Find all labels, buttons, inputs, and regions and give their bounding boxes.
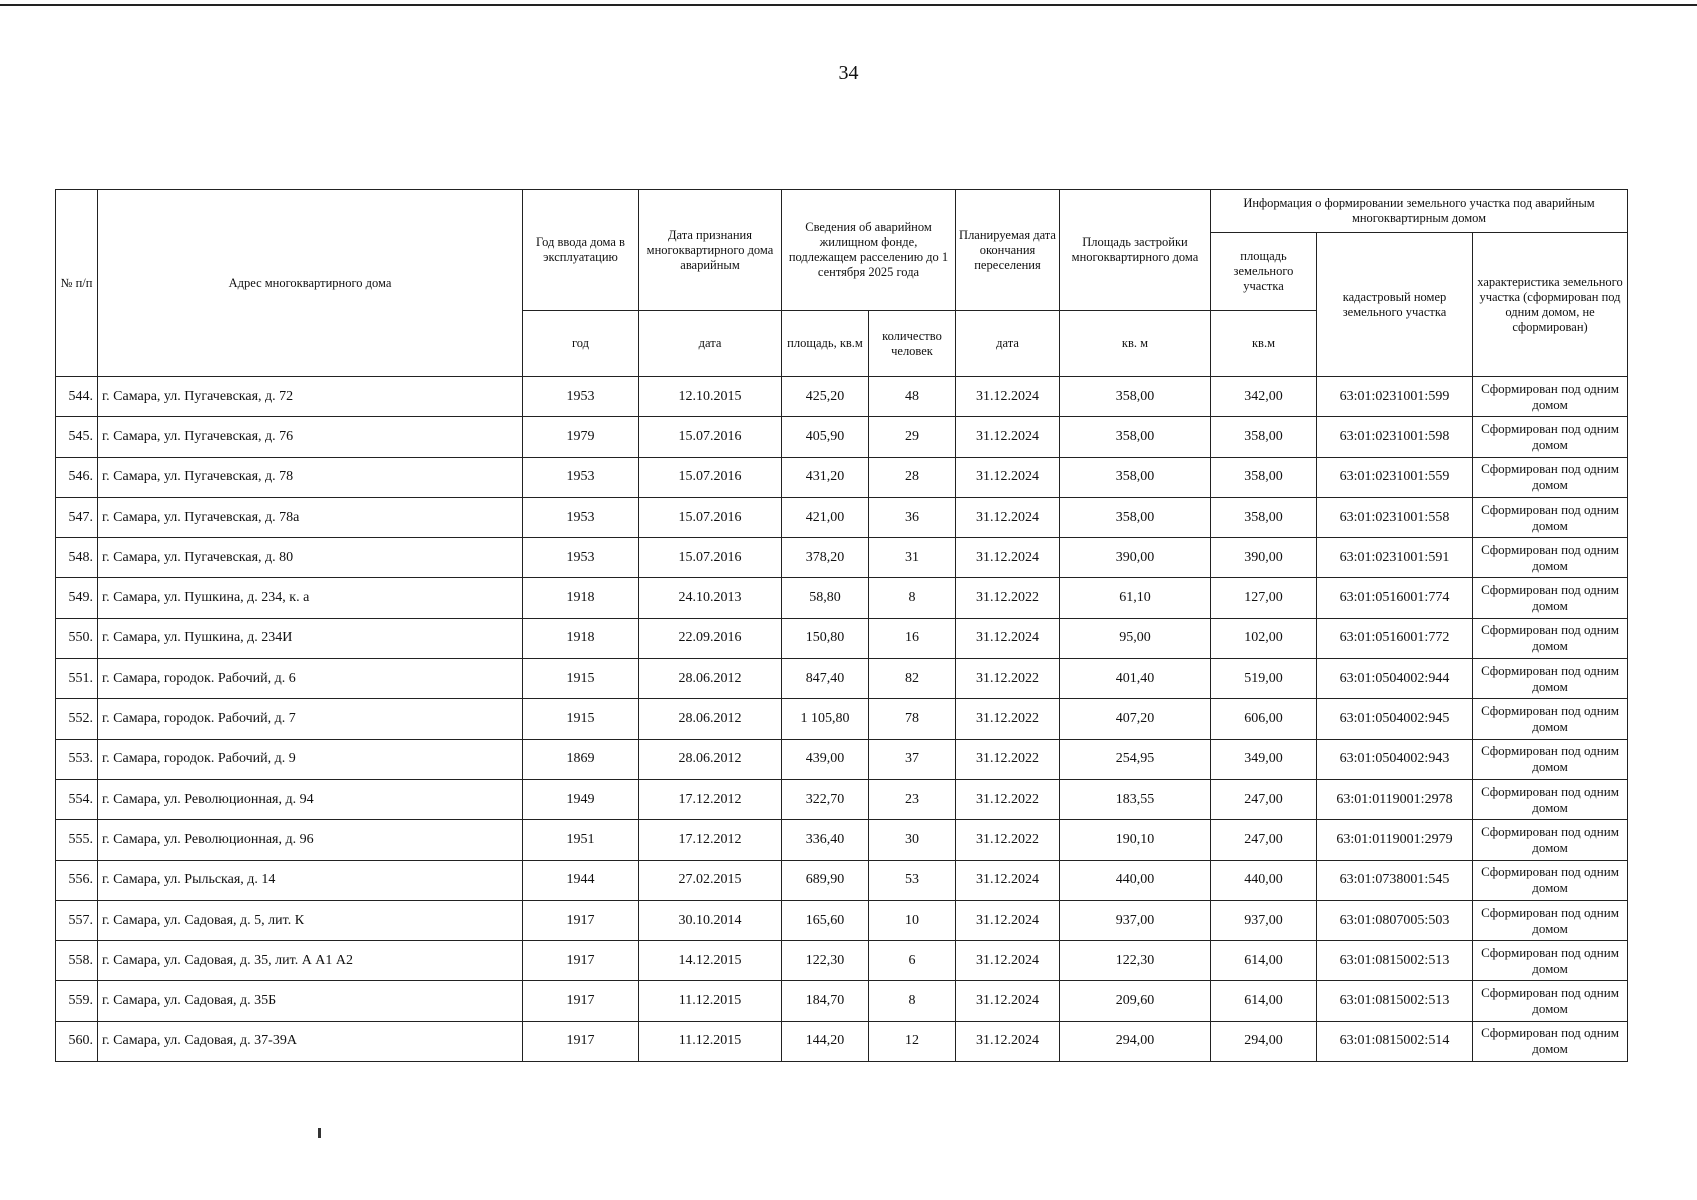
header-unit-date: дата xyxy=(639,311,782,377)
land-area-cell: 390,00 xyxy=(1211,538,1317,578)
people-cell: 78 xyxy=(869,699,956,739)
date-cell: 22.09.2016 xyxy=(639,618,782,658)
land-char-cell: Сформирован под одним домом xyxy=(1473,779,1628,819)
people-cell: 16 xyxy=(869,618,956,658)
date-cell: 15.07.2016 xyxy=(639,497,782,537)
land-area-cell: 358,00 xyxy=(1211,417,1317,457)
year-cell: 1949 xyxy=(523,779,639,819)
land-area-cell: 606,00 xyxy=(1211,699,1317,739)
table-row xyxy=(56,981,1628,1021)
area-cell: 405,90 xyxy=(782,417,869,457)
year-cell: 1953 xyxy=(523,457,639,497)
year-cell: 1979 xyxy=(523,417,639,457)
table-row xyxy=(56,779,1628,819)
date-cell: 11.12.2015 xyxy=(639,1021,782,1061)
end-date-cell: 31.12.2024 xyxy=(956,900,1060,940)
cadastral-cell: 63:01:0815002:514 xyxy=(1317,1021,1473,1061)
end-date-cell: 31.12.2024 xyxy=(956,377,1060,417)
area-cell: 336,40 xyxy=(782,820,869,860)
end-date-cell: 31.12.2024 xyxy=(956,981,1060,1021)
area-cell: 689,90 xyxy=(782,860,869,900)
building-area-cell: 407,20 xyxy=(1060,699,1211,739)
land-area-cell: 358,00 xyxy=(1211,497,1317,537)
area-cell: 150,80 xyxy=(782,618,869,658)
land-char-cell: Сформирован под одним домом xyxy=(1473,457,1628,497)
page-number: 34 xyxy=(838,62,859,84)
address-cell: г. Самара, городок. Рабочий, д. 7 xyxy=(98,699,523,739)
header-unit-kvm: кв. м xyxy=(1060,311,1211,377)
area-cell: 165,60 xyxy=(782,900,869,940)
header-land-info: Информация о формировании земельного участка под аварийным многоквартирным домом xyxy=(1211,190,1628,233)
people-cell: 31 xyxy=(869,538,956,578)
year-cell: 1951 xyxy=(523,820,639,860)
area-cell: 322,70 xyxy=(782,779,869,819)
area-cell: 122,30 xyxy=(782,941,869,981)
row-number: 548. xyxy=(56,538,98,578)
address-cell: г. Самара, ул. Садовая, д. 5, лит. К xyxy=(98,900,523,940)
address-cell: г. Самара, ул. Садовая, д. 35Б xyxy=(98,981,523,1021)
end-date-cell: 31.12.2024 xyxy=(956,538,1060,578)
address-cell: г. Самара, городок. Рабочий, д. 9 xyxy=(98,739,523,779)
address-cell: г. Самара, ул. Пушкина, д. 234, к. а xyxy=(98,578,523,618)
people-cell: 29 xyxy=(869,417,956,457)
table-body xyxy=(56,377,1628,1062)
end-date-cell: 31.12.2022 xyxy=(956,578,1060,618)
end-date-cell: 31.12.2022 xyxy=(956,699,1060,739)
people-cell: 53 xyxy=(869,860,956,900)
building-area-cell: 358,00 xyxy=(1060,497,1211,537)
row-number: 559. xyxy=(56,981,98,1021)
address-cell: г. Самара, ул. Пугачевская, д. 72 xyxy=(98,377,523,417)
date-cell: 17.12.2012 xyxy=(639,820,782,860)
end-date-cell: 31.12.2022 xyxy=(956,779,1060,819)
land-char-cell: Сформирован под одним домом xyxy=(1473,538,1628,578)
building-area-cell: 358,00 xyxy=(1060,417,1211,457)
year-cell: 1953 xyxy=(523,538,639,578)
year-cell: 1953 xyxy=(523,497,639,537)
land-char-cell: Сформирован под одним домом xyxy=(1473,900,1628,940)
header-cadastral: кадастровый номер земельного участка xyxy=(1317,233,1473,377)
date-cell: 17.12.2012 xyxy=(639,779,782,819)
building-area-cell: 294,00 xyxy=(1060,1021,1211,1061)
cadastral-cell: 63:01:0504002:943 xyxy=(1317,739,1473,779)
address-cell: г. Самара, ул. Пугачевская, д. 78 xyxy=(98,457,523,497)
row-number: 546. xyxy=(56,457,98,497)
year-cell: 1918 xyxy=(523,578,639,618)
land-char-cell: Сформирован под одним домом xyxy=(1473,941,1628,981)
building-area-cell: 95,00 xyxy=(1060,618,1211,658)
date-cell: 30.10.2014 xyxy=(639,900,782,940)
date-cell: 28.06.2012 xyxy=(639,699,782,739)
land-area-cell: 614,00 xyxy=(1211,981,1317,1021)
people-cell: 37 xyxy=(869,739,956,779)
land-area-cell: 440,00 xyxy=(1211,860,1317,900)
land-char-cell: Сформирован под одним домом xyxy=(1473,417,1628,457)
land-area-cell: 294,00 xyxy=(1211,1021,1317,1061)
table-row xyxy=(56,860,1628,900)
header-year: Год ввода дома в эксплуатацию xyxy=(523,190,639,311)
header-land-area: площадь земельного участка xyxy=(1211,233,1317,311)
people-cell: 12 xyxy=(869,1021,956,1061)
row-number: 545. xyxy=(56,417,98,457)
header-land-char: характеристика земельного участка (сформирован под одним домом, не сформирован) xyxy=(1473,233,1628,377)
row-number: 550. xyxy=(56,618,98,658)
building-area-cell: 183,55 xyxy=(1060,779,1211,819)
year-cell: 1953 xyxy=(523,377,639,417)
date-cell: 15.07.2016 xyxy=(639,538,782,578)
date-cell: 15.07.2016 xyxy=(639,457,782,497)
cadastral-cell: 63:01:0231001:591 xyxy=(1317,538,1473,578)
date-cell: 11.12.2015 xyxy=(639,981,782,1021)
header-planned-end: Планируемая дата окончания переселения xyxy=(956,190,1060,311)
row-number: 544. xyxy=(56,377,98,417)
top-rule xyxy=(0,4,1697,6)
land-char-cell: Сформирован под одним домом xyxy=(1473,820,1628,860)
address-cell: г. Самара, ул. Рыльская, д. 14 xyxy=(98,860,523,900)
land-char-cell: Сформирован под одним домом xyxy=(1473,699,1628,739)
header-unit-year: год xyxy=(523,311,639,377)
table-row xyxy=(56,1021,1628,1061)
land-area-cell: 614,00 xyxy=(1211,941,1317,981)
end-date-cell: 31.12.2024 xyxy=(956,417,1060,457)
end-date-cell: 31.12.2022 xyxy=(956,739,1060,779)
cadastral-cell: 63:01:0807005:503 xyxy=(1317,900,1473,940)
table-row xyxy=(56,618,1628,658)
table-row xyxy=(56,820,1628,860)
land-char-cell: Сформирован под одним домом xyxy=(1473,377,1628,417)
row-number: 555. xyxy=(56,820,98,860)
end-date-cell: 31.12.2024 xyxy=(956,457,1060,497)
people-cell: 82 xyxy=(869,659,956,699)
header-num: № п/п xyxy=(56,190,98,377)
area-cell: 431,20 xyxy=(782,457,869,497)
building-area-cell: 440,00 xyxy=(1060,860,1211,900)
building-area-cell: 190,10 xyxy=(1060,820,1211,860)
land-area-cell: 519,00 xyxy=(1211,659,1317,699)
end-date-cell: 31.12.2022 xyxy=(956,659,1060,699)
row-number: 551. xyxy=(56,659,98,699)
header-unit-kvm2: кв.м xyxy=(1211,311,1317,377)
land-char-cell: Сформирован под одним домом xyxy=(1473,497,1628,537)
land-char-cell: Сформирован под одним домом xyxy=(1473,1021,1628,1061)
address-cell: г. Самара, ул. Садовая, д. 35, лит. А А1 А2 xyxy=(98,941,523,981)
end-date-cell: 31.12.2024 xyxy=(956,860,1060,900)
cadastral-cell: 63:01:0119001:2979 xyxy=(1317,820,1473,860)
emergency-housing-table xyxy=(55,189,1628,1062)
row-number: 549. xyxy=(56,578,98,618)
land-area-cell: 247,00 xyxy=(1211,779,1317,819)
address-cell: г. Самара, ул. Пугачевская, д. 80 xyxy=(98,538,523,578)
land-area-cell: 349,00 xyxy=(1211,739,1317,779)
year-cell: 1869 xyxy=(523,739,639,779)
building-area-cell: 390,00 xyxy=(1060,538,1211,578)
end-date-cell: 31.12.2024 xyxy=(956,941,1060,981)
people-cell: 23 xyxy=(869,779,956,819)
end-date-cell: 31.12.2024 xyxy=(956,497,1060,537)
cadastral-cell: 63:01:0231001:599 xyxy=(1317,377,1473,417)
cadastral-cell: 63:01:0815002:513 xyxy=(1317,941,1473,981)
row-number: 553. xyxy=(56,739,98,779)
address-cell: г. Самара, городок. Рабочий, д. 6 xyxy=(98,659,523,699)
area-cell: 1 105,80 xyxy=(782,699,869,739)
cadastral-cell: 63:01:0231001:598 xyxy=(1317,417,1473,457)
land-area-cell: 937,00 xyxy=(1211,900,1317,940)
table-row xyxy=(56,941,1628,981)
date-cell: 24.10.2013 xyxy=(639,578,782,618)
building-area-cell: 209,60 xyxy=(1060,981,1211,1021)
table-row xyxy=(56,377,1628,417)
land-area-cell: 342,00 xyxy=(1211,377,1317,417)
row-number: 557. xyxy=(56,900,98,940)
address-cell: г. Самара, ул. Революционная, д. 94 xyxy=(98,779,523,819)
cadastral-cell: 63:01:0516001:772 xyxy=(1317,618,1473,658)
land-area-cell: 127,00 xyxy=(1211,578,1317,618)
scan-mark xyxy=(318,1128,321,1138)
people-cell: 36 xyxy=(869,497,956,537)
cadastral-cell: 63:01:0504002:945 xyxy=(1317,699,1473,739)
table-row xyxy=(56,900,1628,940)
table-row xyxy=(56,457,1628,497)
cadastral-cell: 63:01:0119001:2978 xyxy=(1317,779,1473,819)
area-cell: 439,00 xyxy=(782,739,869,779)
date-cell: 14.12.2015 xyxy=(639,941,782,981)
year-cell: 1915 xyxy=(523,699,639,739)
header-unit-people: количество человек xyxy=(869,311,956,377)
header-building-area: Площадь застройки многоквартирного дома xyxy=(1060,190,1211,311)
header-date-recognized: Дата признания многоквартирного дома аварийным xyxy=(639,190,782,311)
address-cell: г. Самара, ул. Садовая, д. 37-39А xyxy=(98,1021,523,1061)
address-cell: г. Самара, ул. Революционная, д. 96 xyxy=(98,820,523,860)
row-number: 556. xyxy=(56,860,98,900)
date-cell: 28.06.2012 xyxy=(639,659,782,699)
header-unit-area: площадь, кв.м xyxy=(782,311,869,377)
table-header xyxy=(56,190,1628,377)
building-area-cell: 254,95 xyxy=(1060,739,1211,779)
land-char-cell: Сформирован под одним домом xyxy=(1473,981,1628,1021)
year-cell: 1917 xyxy=(523,981,639,1021)
table-row xyxy=(56,497,1628,537)
people-cell: 6 xyxy=(869,941,956,981)
people-cell: 28 xyxy=(869,457,956,497)
header-fund-info: Сведения об аварийном жилищном фонде, подлежащем расселению до 1 сентября 2025 года xyxy=(782,190,956,311)
land-char-cell: Сформирован под одним домом xyxy=(1473,739,1628,779)
land-area-cell: 102,00 xyxy=(1211,618,1317,658)
cadastral-cell: 63:01:0231001:558 xyxy=(1317,497,1473,537)
land-char-cell: Сформирован под одним домом xyxy=(1473,860,1628,900)
row-number: 547. xyxy=(56,497,98,537)
area-cell: 184,70 xyxy=(782,981,869,1021)
land-char-cell: Сформирован под одним домом xyxy=(1473,578,1628,618)
end-date-cell: 31.12.2024 xyxy=(956,618,1060,658)
people-cell: 10 xyxy=(869,900,956,940)
cadastral-cell: 63:01:0231001:559 xyxy=(1317,457,1473,497)
row-number: 558. xyxy=(56,941,98,981)
people-cell: 8 xyxy=(869,981,956,1021)
cadastral-cell: 63:01:0504002:944 xyxy=(1317,659,1473,699)
table-row xyxy=(56,538,1628,578)
header-unit-date2: дата xyxy=(956,311,1060,377)
year-cell: 1917 xyxy=(523,1021,639,1061)
building-area-cell: 122,30 xyxy=(1060,941,1211,981)
table-row xyxy=(56,699,1628,739)
people-cell: 30 xyxy=(869,820,956,860)
area-cell: 425,20 xyxy=(782,377,869,417)
building-area-cell: 937,00 xyxy=(1060,900,1211,940)
row-number: 554. xyxy=(56,779,98,819)
people-cell: 8 xyxy=(869,578,956,618)
table-row xyxy=(56,578,1628,618)
row-number: 560. xyxy=(56,1021,98,1061)
building-area-cell: 358,00 xyxy=(1060,457,1211,497)
address-cell: г. Самара, ул. Пушкина, д. 234И xyxy=(98,618,523,658)
area-cell: 421,00 xyxy=(782,497,869,537)
land-char-cell: Сформирован под одним домом xyxy=(1473,659,1628,699)
header-address: Адрес многоквартирного дома xyxy=(98,190,523,377)
year-cell: 1915 xyxy=(523,659,639,699)
area-cell: 847,40 xyxy=(782,659,869,699)
table-row xyxy=(56,417,1628,457)
area-cell: 144,20 xyxy=(782,1021,869,1061)
area-cell: 378,20 xyxy=(782,538,869,578)
date-cell: 27.02.2015 xyxy=(639,860,782,900)
land-area-cell: 358,00 xyxy=(1211,457,1317,497)
year-cell: 1944 xyxy=(523,860,639,900)
cadastral-cell: 63:01:0738001:545 xyxy=(1317,860,1473,900)
building-area-cell: 401,40 xyxy=(1060,659,1211,699)
people-cell: 48 xyxy=(869,377,956,417)
year-cell: 1917 xyxy=(523,941,639,981)
cadastral-cell: 63:01:0516001:774 xyxy=(1317,578,1473,618)
year-cell: 1917 xyxy=(523,900,639,940)
address-cell: г. Самара, ул. Пугачевская, д. 78а xyxy=(98,497,523,537)
row-number: 552. xyxy=(56,699,98,739)
building-area-cell: 61,10 xyxy=(1060,578,1211,618)
building-area-cell: 358,00 xyxy=(1060,377,1211,417)
address-cell: г. Самара, ул. Пугачевская, д. 76 xyxy=(98,417,523,457)
end-date-cell: 31.12.2022 xyxy=(956,820,1060,860)
table-row xyxy=(56,659,1628,699)
end-date-cell: 31.12.2024 xyxy=(956,1021,1060,1061)
area-cell: 58,80 xyxy=(782,578,869,618)
year-cell: 1918 xyxy=(523,618,639,658)
cadastral-cell: 63:01:0815002:513 xyxy=(1317,981,1473,1021)
land-char-cell: Сформирован под одним домом xyxy=(1473,618,1628,658)
land-area-cell: 247,00 xyxy=(1211,820,1317,860)
table-row xyxy=(56,739,1628,779)
date-cell: 15.07.2016 xyxy=(639,417,782,457)
date-cell: 28.06.2012 xyxy=(639,739,782,779)
date-cell: 12.10.2015 xyxy=(639,377,782,417)
